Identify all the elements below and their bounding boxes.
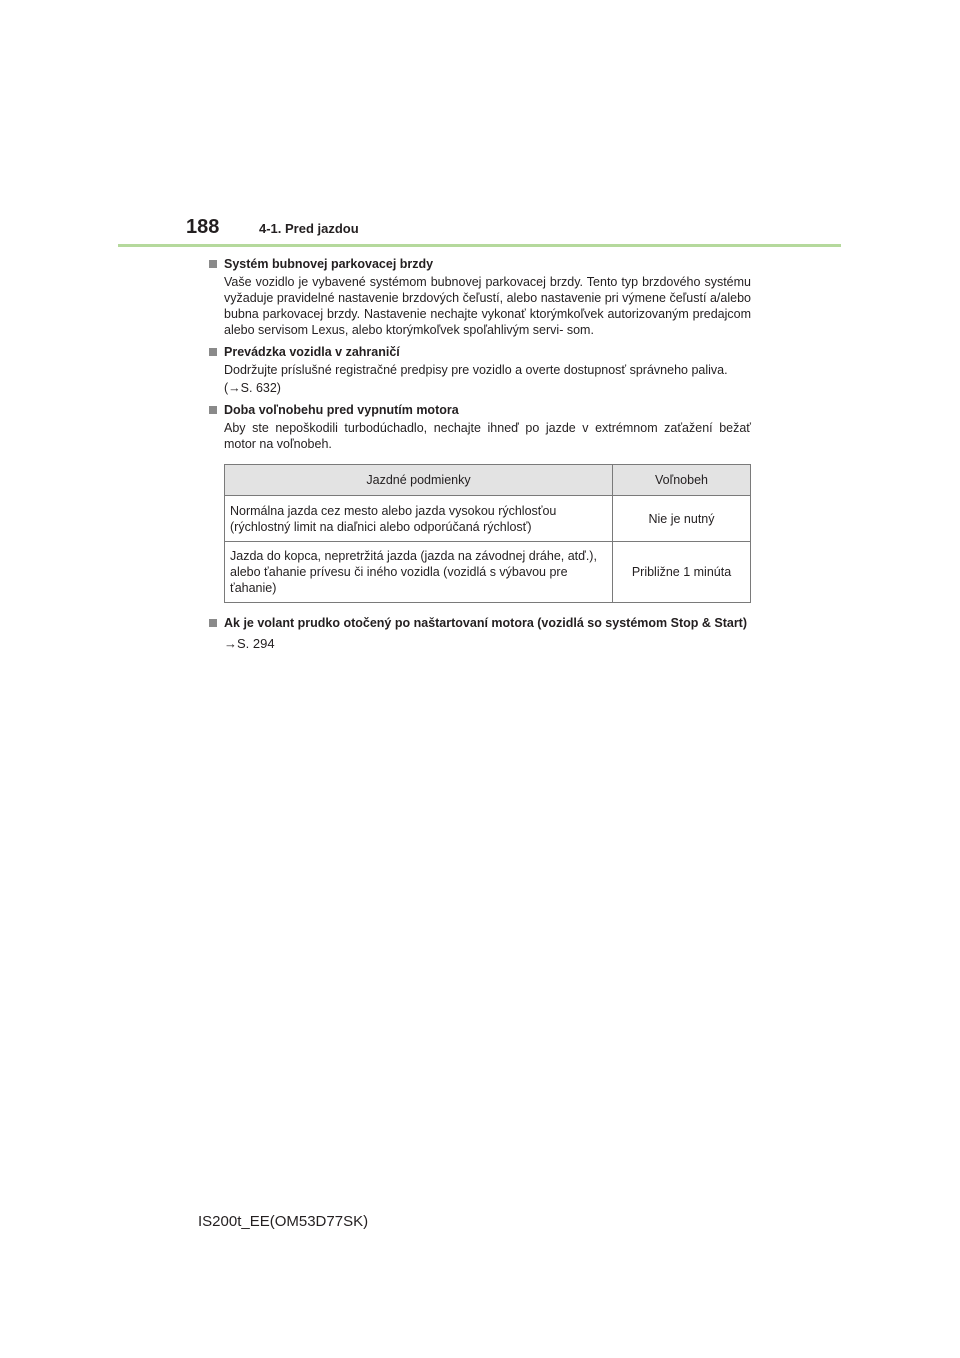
table-cell: Jazda do kopca, nepretržitá jazda (jazda na závodnej dráhe, atď.), alebo ťahanie prívesu či iného vozidla (vozidlá s výbavou pre ťahanie)	[225, 542, 613, 603]
square-bullet-icon	[209, 260, 217, 268]
chapter-title: 4-1. Pred jazdou	[259, 221, 359, 236]
idle-conditions-table	[224, 464, 751, 603]
table-row	[225, 542, 751, 603]
table-cell: Normálna jazda cez mesto alebo jazda vysokou rýchlosťou (rýchlostný limit na diaľnici alebo odporúčaná rýchlosť)	[225, 496, 613, 542]
table-row	[225, 496, 751, 542]
page-number: 188	[186, 216, 220, 238]
page-header	[186, 216, 359, 239]
section-abroad	[209, 344, 751, 396]
document-code: IS200t_EE(OM53D77SK)	[198, 1213, 369, 1230]
section-title: Prevádzka vozidla v zahraničí	[224, 345, 400, 359]
table-header-idle: Voľnobeh	[613, 465, 751, 496]
section-title: Ak je volant prudko otočený po naštartovaní motora (vozidlá so systémom Stop & Start)	[224, 616, 748, 630]
page-reference-link[interactable]: →S. 294	[224, 636, 275, 651]
section-text: Aby ste nepoškodili turbodúchadlo, nechajte ihneď po jazde v extrémnom zaťažení bežať motor na voľnobeh.	[224, 421, 751, 451]
table-header-conditions: Jazdné podmienky	[225, 465, 613, 496]
square-bullet-icon	[209, 348, 217, 356]
page-reference-link[interactable]: (→S. 632)	[224, 381, 281, 395]
table-cell: Nie je nutný	[613, 496, 751, 542]
section-idle-time	[209, 402, 751, 452]
section-title: Systém bubnovej parkovacej brzdy	[224, 257, 434, 271]
square-bullet-icon	[209, 619, 217, 627]
main-content	[209, 256, 751, 659]
section-text: Vaše vozidlo je vybavené systémom bubnovej parkovacej brzdy. Tento typ brzdového systému vyžaduje pravidelné nastavenie brzdových čeľustí, alebo nastavenie pri výmene čeľustí a/alebo bubna parkovacej brzdy. Nastavenie nechajte vykonať ktorýmkoľvek autorizovaným predajcom alebo servisom Lexus, alebo ktorýmkoľvek spoľahlivým servi- som.	[224, 275, 751, 337]
square-bullet-icon	[209, 406, 217, 414]
section-steering	[209, 615, 751, 653]
section-text: Dodržujte príslušné registračné predpisy pre vozidlo a overte dostupnosť správneho paliva.	[224, 363, 728, 377]
section-title: Doba voľnobehu pred vypnutím motora	[224, 403, 459, 417]
table-cell: Približne 1 minúta	[613, 542, 751, 603]
header-divider	[118, 244, 841, 247]
section-drum-brake	[209, 256, 751, 338]
